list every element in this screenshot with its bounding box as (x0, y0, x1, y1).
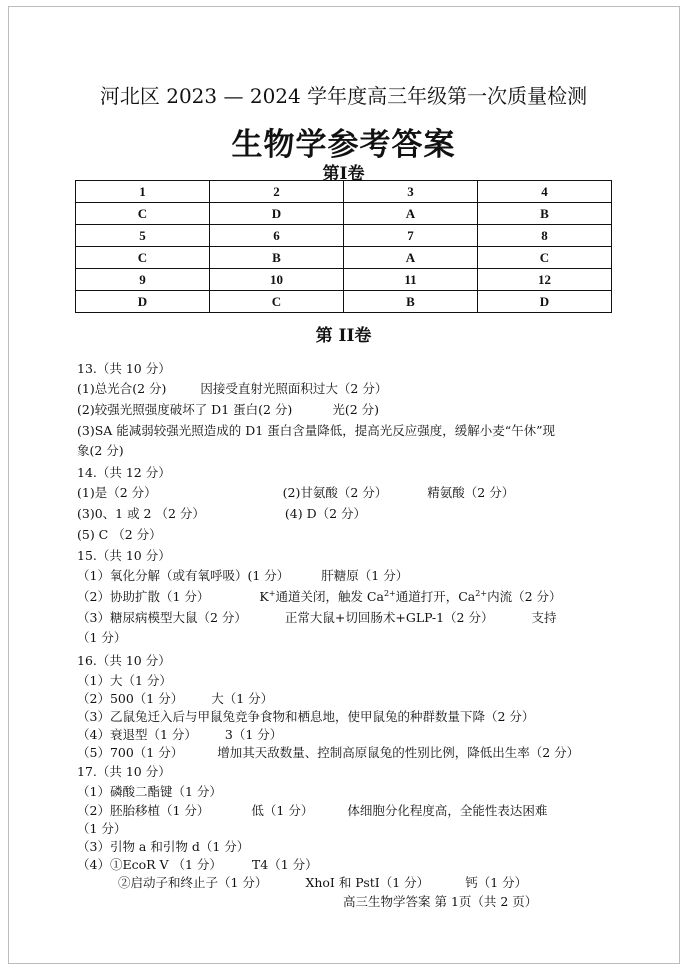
q17-line (77, 801, 547, 819)
q14-answer-1: (1)是（2 分） (77, 485, 157, 500)
q13-answer-1: (1)总光合(2 分) (77, 381, 167, 396)
table-cell: B (210, 247, 344, 269)
section-1-heading: 第Ⅰ卷 (322, 164, 365, 184)
page-footer: 高三生物学答案 第 1页（共 2 页） (343, 894, 538, 909)
table-cell: C (210, 291, 344, 313)
q13-line (77, 400, 379, 418)
q15-line (77, 587, 562, 605)
table-cell: A (344, 247, 478, 269)
table-cell: A (344, 203, 478, 225)
q17-answer-4d: XhoI 和 PstI（1 分） (305, 875, 430, 890)
q16-line (77, 689, 273, 707)
table-row (76, 247, 612, 269)
q15-line (77, 566, 408, 584)
table-cell: D (478, 291, 612, 313)
q17-answer-4e: 钙（1 分） (465, 875, 528, 890)
q16-heading: 16.（共 10 分） (77, 653, 171, 668)
q15-answer-3-cont: （1 分） (77, 630, 127, 645)
q14-heading: 14.（共 12 分） (77, 465, 171, 480)
table-cell: 4 (478, 181, 612, 203)
q17-heading: 17.（共 10 分） (77, 764, 171, 779)
exam-title: 河北区 2023 — 2024 学年度高三年级第一次质量检测 (99, 84, 588, 108)
q17-answer-4b: T4（1 分） (251, 857, 318, 872)
q17-answer-1: （1）磷酸二酯键（1 分） (77, 784, 222, 799)
q13-line (77, 379, 387, 397)
table-row (76, 181, 612, 203)
table-row (76, 203, 612, 225)
section-2-heading: 第 II卷 (315, 326, 372, 346)
q13-answer-1b: 因接受直射光照面积过大（2 分） (200, 381, 388, 396)
q15-answer-1: （1）氧化分解（或有氧呼吸）(1 分） (77, 568, 290, 583)
table-row (76, 269, 612, 291)
q15-answer-2b: K+通道关闭，触发 $Ca^{2+}$通道打开，$Ca^{2+}$内流（2 分） (259, 589, 562, 604)
q17-answer-4a: （4）①EcoR V （1 分） (77, 857, 222, 872)
table-cell: C (478, 247, 612, 269)
document-title: 生物学参考答案 (231, 127, 456, 163)
q13-answer-2b: 光(2 分) (332, 402, 379, 417)
q14-line (77, 504, 366, 522)
q15-line (77, 608, 556, 626)
q14-answer-4: (4) D（2 分） (284, 506, 367, 521)
table-cell: B (478, 203, 612, 225)
q17-answer-3: （3）引物 a 和引物 d（1 分） (77, 839, 250, 854)
table-cell: 2 (210, 181, 344, 203)
q14-answer-3: (3)0、1 或 2 （2 分） (77, 506, 205, 521)
table-cell: 3 (344, 181, 478, 203)
q14-answer-2b: 精氨酸（2 分） (427, 485, 515, 500)
table-row (76, 291, 612, 313)
q16-answer-4b: 3（1 分） (224, 727, 283, 742)
q15-answer-3c: 支持 (531, 610, 557, 625)
table-cell: 11 (344, 269, 478, 291)
q13-answer-3-cont: 象(2 分) (77, 443, 124, 458)
table-cell: D (76, 291, 210, 313)
q17-line (77, 855, 318, 873)
q17-line (118, 873, 527, 891)
q16-answer-2: （2）500（1 分） (77, 691, 184, 706)
table-cell: 10 (210, 269, 344, 291)
q16-answer-4: （4）衰退型（1 分） (77, 727, 197, 742)
q16-answer-3: （3）乙鼠兔迁入后与甲鼠兔竞争食物和栖息地，使甲鼠兔的种群数量下降（2 分） (77, 709, 535, 724)
table-cell: 1 (76, 181, 210, 203)
q13-heading: 13.（共 10 分） (77, 361, 171, 376)
q17-answer-2: （2）胚胎移植（1 分） (77, 803, 210, 818)
table-cell: C (76, 203, 210, 225)
q15-answer-3b: 正常大鼠+切回肠术+GLP-1（2 分） (284, 610, 494, 625)
q15-answer-3: （3）糖尿病模型大鼠（2 分） (77, 610, 247, 625)
table-cell: 8 (478, 225, 612, 247)
q13-answer-3: (3)SA 能减弱较强光照造成的 D1 蛋白含量降低，提高光反应强度，缓解小麦“午休”现 (77, 423, 555, 438)
q17-answer-2b: 低（1 分） (251, 803, 314, 818)
q14-answer-5: (5) C （2 分） (77, 527, 162, 542)
table-cell: 7 (344, 225, 478, 247)
q17-answer-2c: 体细胞分化程度高，全能性表达困难 (347, 803, 548, 818)
q16-answer-5b: 增加其天敌数量、控制高原鼠兔的性别比例，降低出生率（2 分） (217, 745, 580, 760)
answer-table (75, 180, 612, 313)
table-cell: C (76, 247, 210, 269)
q16-answer-1: （1）大（1 分） (77, 673, 172, 688)
table-row (76, 225, 612, 247)
q16-line (77, 743, 579, 761)
q13-answer-2: (2)较强光照强度破坏了 D1 蛋白(2 分) (77, 402, 293, 417)
q17-answer-4c: ②启动子和终止子（1 分） (118, 875, 268, 890)
q17-answer-2-cont: （1 分） (77, 821, 127, 836)
q15-answer-1b: 肝糖原（1 分） (321, 568, 409, 583)
table-cell: 12 (478, 269, 612, 291)
table-cell: B (344, 291, 478, 313)
table-cell: 6 (210, 225, 344, 247)
q16-answer-2b: 大（1 分） (211, 691, 274, 706)
table-cell: 5 (76, 225, 210, 247)
q14-answer-2: (2)甘氨酸（2 分） (282, 485, 388, 500)
table-cell: D (210, 203, 344, 225)
table-cell: 9 (76, 269, 210, 291)
q16-answer-5: （5）700（1 分） (77, 745, 184, 760)
q15-answer-2: （2）协助扩散（1 分） (77, 589, 210, 604)
q14-line (77, 483, 514, 501)
q16-line (77, 725, 282, 743)
q15-heading: 15.（共 10 分） (77, 548, 171, 563)
